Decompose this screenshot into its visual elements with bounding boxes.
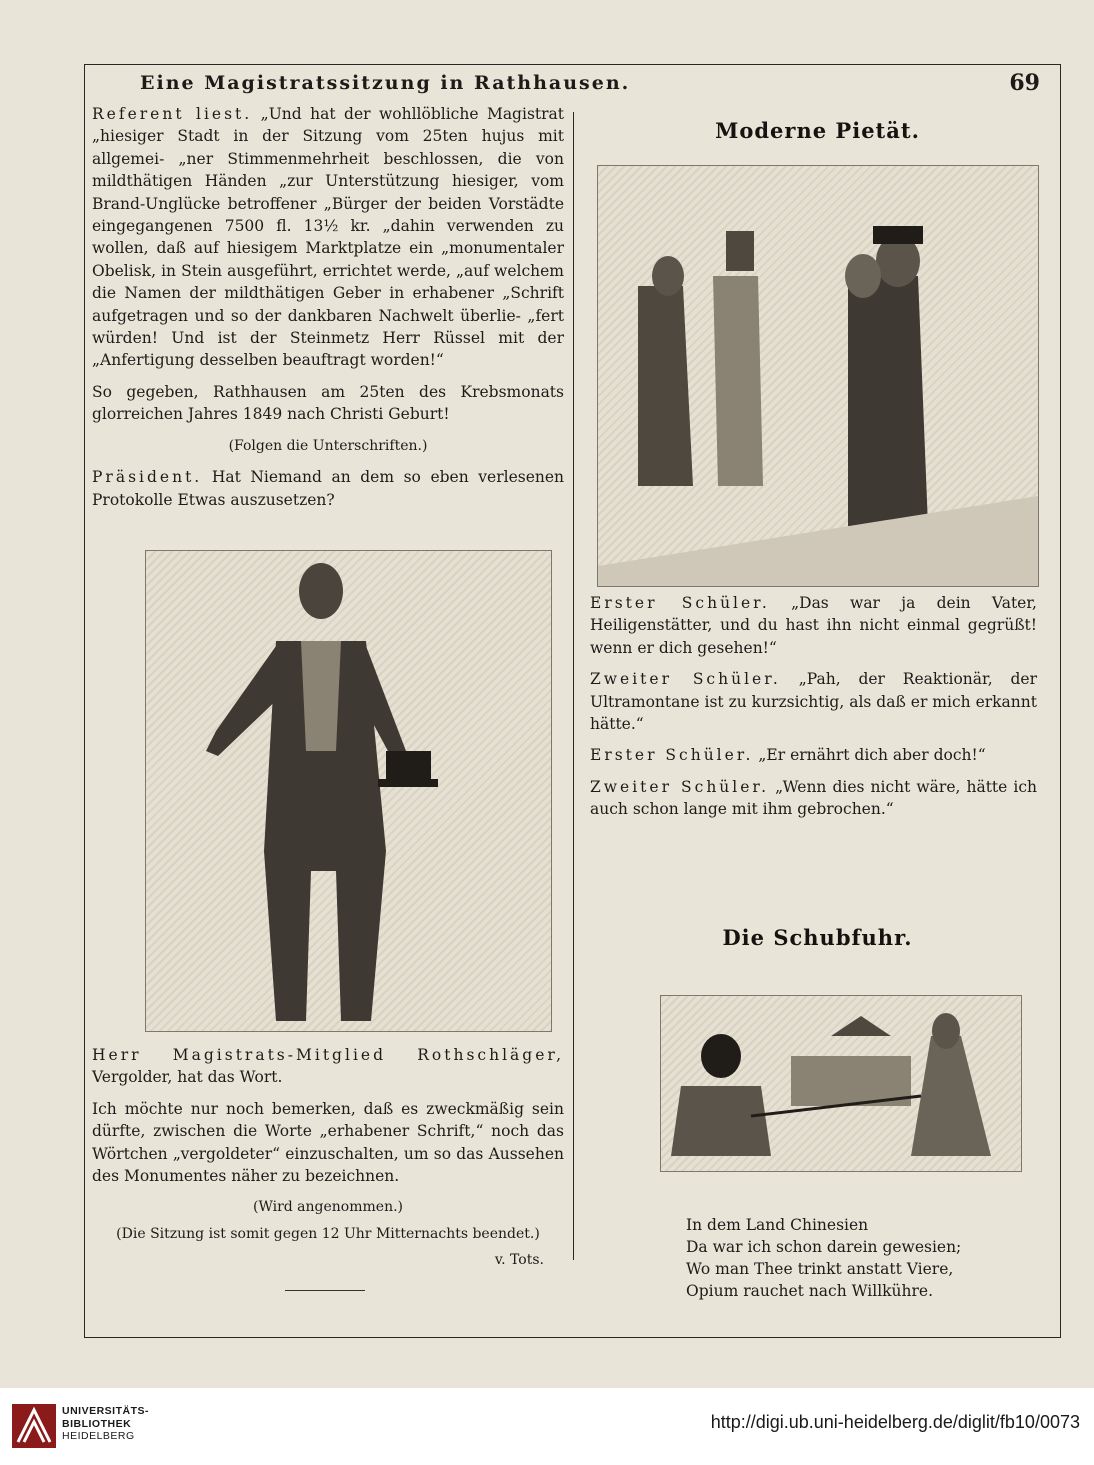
signatures-note: (Folgen die Unterschriften.) <box>228 437 428 454</box>
library-logo-icon <box>12 1404 56 1448</box>
dialogue-1 <box>590 592 1037 659</box>
dialogue-1-text: „Das war ja dein Vater, Heiligenstätter, und du hast ihn nicht einmal gegrüßt! wenn er dich gesehen!“ <box>590 594 1037 657</box>
dialogue-2 <box>590 668 1037 735</box>
referent-text: „Und hat der wohllöbliche Magistrat „hiesiger Stadt in der Sitzung vom 25ten hujus mit allgemei- „ner Stimmenmehrheit beschlossen, die von mildthätigen Händen „zur Unterstützung hiesiger, vom Brand-Unglücke betroffener „Bürger der beiden Vorstädte eingegangenen 7500 fl. 13½ kr. „dahin verwenden zu wollen, daß auf hiesigem Marktplatze ein „monumentaler Obelisk, in Stein ausgeführt, errichtet werde, „auf welchem die Namen der mildthätigen Geber in erhabener „Schrift aufgetragen und so der dankbaren Nachwelt überlie- „fert würden! Und ist der Steinmetz Herr Rüssel mit der „Anfertigung desselben beauftragt worden!“ <box>92 105 565 370</box>
end-rule <box>285 1290 365 1291</box>
speaker-zweiter-1: Zweiter Schüler. <box>590 670 781 689</box>
illustration-students <box>597 165 1039 587</box>
left-column-bottom <box>92 1044 564 1281</box>
speaker-erster-2: Erster Schüler. <box>590 746 754 765</box>
library-line: HEIDELBERG <box>62 1430 135 1442</box>
article-title: Eine Magistratssitzung in Rathhausen. <box>140 72 631 94</box>
dialogue-3-text: „Er ernährt dich aber doch!“ <box>758 746 986 765</box>
illustration-gentleman <box>145 550 552 1032</box>
speaker-erster-1: Erster Schüler. <box>590 594 770 612</box>
heading-moderne-pietaet-wrap <box>590 120 1045 152</box>
poem-line: Wo man Thee trinkt anstatt Viere, <box>686 1260 954 1278</box>
president-paragraph <box>92 466 564 511</box>
right-column-dialogue <box>590 592 1037 830</box>
library-line: BIBLIOTHEK <box>62 1417 132 1430</box>
page-header <box>100 70 1050 100</box>
rothschlaeger-intro: Vergolder, hat das Wort. <box>92 1068 283 1087</box>
heading-schubfuhr: Die Schubfuhr. <box>722 925 913 950</box>
speaker-president: Präsident. <box>92 468 203 487</box>
poem-line: Opium rauchet nach Willkühre. <box>686 1282 934 1300</box>
president-text: Hat Niemand an dem so eben verlesenen Protokolle Etwas auszusetzen? <box>92 468 565 509</box>
speaker-zweiter-2: Zweiter Schüler. <box>590 777 770 796</box>
dialogue-2-text: „Pah, der Reaktionär, der Ultramontane ist zu kurzsichtig, als daß er mich erkannt hätte.“ <box>590 670 1037 734</box>
column-divider <box>573 112 574 1260</box>
poem-line: Da war ich schon darein gewesien; <box>686 1238 962 1256</box>
poem-line: In dem Land Chinesien <box>686 1216 869 1234</box>
heading-schubfuhr-wrap <box>590 927 1045 959</box>
left-column-top <box>92 103 564 520</box>
dialogue-3 <box>590 744 1037 766</box>
accepted-note: (Wird angenommen.) <box>252 1199 403 1216</box>
poem-schubfuhr <box>686 1214 1016 1302</box>
library-line: UNIVERSITÄTS- <box>62 1405 150 1417</box>
speaker-rothschlaeger: Herr Magistrats-Mitglied Rothschläger, <box>92 1046 564 1064</box>
source-url-link[interactable]: http://digi.ub.uni-heidelberg.de/diglit/fb10/0073 <box>710 1412 1080 1432</box>
page-number: 69 <box>1009 70 1040 96</box>
students-drawing <box>598 166 1038 586</box>
gentleman-drawing <box>146 551 551 1031</box>
illustration-chinese <box>660 995 1022 1172</box>
session-ended-note: (Die Sitzung ist somit gegen 12 Uhr Mitternachts beendet.) <box>116 1225 540 1242</box>
speaker-referent: Referent liest. <box>92 105 253 123</box>
library-name <box>62 1405 149 1443</box>
author-signature: v. Tots. <box>494 1252 544 1269</box>
footer-bar <box>0 1388 1094 1465</box>
dated-paragraph: So gegeben, Rathhausen am 25ten des Krebsmonats glorreichen Jahres 1849 nach Christi Geburt! <box>92 382 564 424</box>
rothschlaeger-speech: Ich möchte nur noch bemerken, daß es zweckmäßig sein dürfte, zwischen die Worte „erhabener Schrift,“ noch das Wörtchen „vergoldeter“ einzuschalten, um so das Aussehen des Monumentes näher zu bezeichnen. <box>92 1099 564 1186</box>
heading-moderne-pietaet: Moderne Pietät. <box>715 118 920 143</box>
rothschlaeger-paragraph <box>92 1044 564 1089</box>
dialogue-4 <box>590 776 1037 821</box>
dialogue-4-text: „Wenn dies nicht wäre, hätte ich auch schon lange mit ihm gebrochen.“ <box>590 777 1037 819</box>
chinese-drawing <box>661 996 1021 1171</box>
referent-paragraph <box>92 103 564 372</box>
